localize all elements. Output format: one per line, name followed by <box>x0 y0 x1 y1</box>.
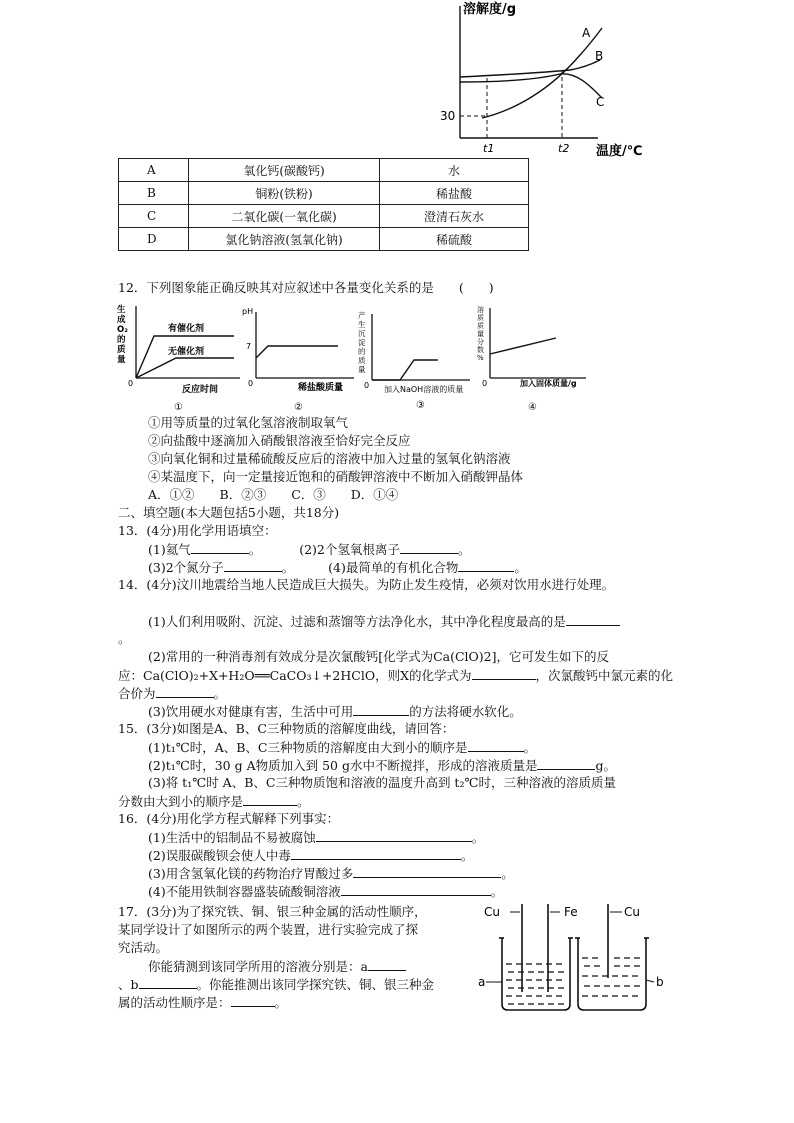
q14-p2a: (2)常用的一种消毒剂有效成分是次氯酸钙[化学式为Ca(ClO)2]，它可发生如下的反 <box>148 649 609 664</box>
q15-stem: 15．(3分)如图是A、B、C三种物质的溶解度曲线，请回答： <box>118 721 455 736</box>
ph-line <box>256 346 338 358</box>
curve-c-label: C <box>596 95 605 109</box>
y-tick-30: 30 <box>440 109 456 123</box>
q17-line-1: 17．(3分)为了探究铁、铜、银三种金属的活动性顺序， <box>118 904 427 919</box>
q13-row-1 <box>148 540 470 558</box>
answer-blank[interactable] <box>468 738 524 752</box>
answer-blank[interactable] <box>156 684 214 698</box>
q17-l6-end: 。 <box>274 995 288 1010</box>
answer-blank[interactable] <box>458 558 514 572</box>
solution-a <box>506 964 566 1004</box>
q14-row-2d <box>118 684 226 702</box>
q12-stem: 12．下列图象能正确反映其对应叙述中各量变化关系的是 ( ) <box>118 280 494 295</box>
answer-blank[interactable] <box>224 558 282 572</box>
option-key: C <box>119 205 189 228</box>
option-reagent: 稀硫酸 <box>380 228 529 251</box>
g3-number: ③ <box>416 400 425 411</box>
beaker-apparatus <box>474 898 674 1016</box>
q14-row-2b <box>118 666 673 684</box>
q13-row-2 <box>148 558 527 576</box>
q14-row-1 <box>148 612 620 630</box>
beaker-right <box>578 938 646 1010</box>
g3-ylabel: 产生沉淀的质量 <box>358 311 366 374</box>
q12-graph-1 <box>116 302 246 414</box>
q12-item-2: ②向盐酸中逐滴加入硝酸银溶液至恰好完全反应 <box>148 433 411 448</box>
t2-label: t2 <box>558 142 570 155</box>
q16-row-4 <box>148 882 503 900</box>
answer-blank[interactable] <box>537 756 595 770</box>
g2-ylabel: pH <box>242 307 254 316</box>
q12-item-4: ④某温度下，向一定量接近饱和的硝酸钾溶液中不断加入硝酸钾晶体 <box>148 469 524 484</box>
q14-stem: 14．(4分)汶川地震给当地人民造成巨大损失。为防止发生疫情，必须对饮用水进行处理。 <box>118 577 615 592</box>
q12-graph-4 <box>472 302 590 414</box>
g2-number: ② <box>294 402 303 413</box>
g4-origin: 0 <box>482 379 488 388</box>
q13-p3-end: 。 <box>281 560 295 575</box>
q15-row-3b <box>118 792 310 810</box>
q16-p1: (1)生活中的铝制品不易被腐蚀 <box>148 830 316 845</box>
solution-b-label: b <box>656 975 664 989</box>
g4-xlabel: 加入固体质量/g <box>520 379 577 388</box>
answer-blank[interactable] <box>566 612 620 626</box>
q17-row-4 <box>148 957 406 975</box>
q15-p1-end: 。 <box>523 740 537 755</box>
q17-l5a: 、b <box>118 977 139 992</box>
q16-p4: (4)不能用铁制容器盛装硫酸铜溶液 <box>148 884 341 899</box>
q16-row-2 <box>148 846 473 864</box>
g2-xlabel: 稀盐酸质量 <box>298 383 344 393</box>
option-substance: 氯化钠溶液(氢氧化钠) <box>189 228 380 251</box>
option-key: D <box>119 228 189 251</box>
q13-p4: (4)最简单的有机化合物 <box>328 560 459 575</box>
answer-blank[interactable] <box>368 957 406 971</box>
option-substance: 铜粉(铁粉) <box>189 182 380 205</box>
table-row <box>119 228 529 251</box>
t1-label: t1 <box>483 142 495 155</box>
curve-c <box>460 74 602 98</box>
q13-stem: 13．(4分)用化学用语填空： <box>118 523 277 538</box>
q13-p2-end: 。 <box>457 542 471 557</box>
q17-row-6 <box>118 993 287 1011</box>
q12-item-1: ①用等质量的过氧化氢溶液制取氧气 <box>148 415 349 430</box>
solution-b <box>582 958 642 996</box>
answer-blank[interactable] <box>472 666 536 680</box>
answer-blank[interactable] <box>400 540 458 554</box>
x-axis-label: 温度/℃ <box>596 144 643 159</box>
table-row <box>119 205 529 228</box>
solution-a-label: a <box>478 975 486 989</box>
q13-p1-end: 。 <box>248 542 262 557</box>
q14-p2b: 应：Ca(ClO)₂+X+H₂O══CaCO₃↓+2HClO，则X的化学式为 <box>118 668 472 683</box>
q14-p2d: 合价为 <box>118 686 156 701</box>
option-substance: 二氧化碳(一氧化碳) <box>189 205 380 228</box>
q15-p2: (2)t₁℃时，30 g A物质加入到 50 g水中不断搅拌，形成的溶液质量是 <box>148 758 538 773</box>
q14-row-3 <box>148 702 522 720</box>
g3-xlabel: 加入NaOH溶液的质量 <box>384 385 464 394</box>
label-leader <box>646 980 654 982</box>
answer-blank[interactable] <box>243 792 297 806</box>
answer-blank[interactable] <box>341 882 491 896</box>
q17-l6: 属的活动性顺序是： <box>118 995 231 1010</box>
g1-ylabel: 生成 O₂ 的质量 <box>117 305 128 365</box>
g2-origin: 0 <box>248 379 254 388</box>
answer-blank[interactable] <box>191 540 249 554</box>
q14-p3: (3)饮用硬水对健康有害，生活中可用 <box>148 704 354 719</box>
concentration-line <box>490 338 556 354</box>
cu-label-right: Cu <box>624 905 640 919</box>
option-reagent: 澄清石灰水 <box>380 205 529 228</box>
g1-origin: 0 <box>128 379 134 388</box>
answer-blank[interactable] <box>316 828 472 842</box>
curve-b <box>460 60 600 77</box>
q16-p1-end: 。 <box>471 830 485 845</box>
g4-number: ④ <box>528 402 537 413</box>
q16-p3-end: 。 <box>501 866 514 881</box>
g1-number: ① <box>174 402 183 413</box>
precipitate-line <box>372 360 438 380</box>
option-key: B <box>119 182 189 205</box>
q12-choices: A．①② B．②③ C．③ D．①④ <box>148 487 399 502</box>
no-catalyst-line <box>136 358 234 378</box>
answer-blank[interactable] <box>139 975 197 989</box>
q12-graph-3 <box>352 308 474 414</box>
option-substance: 氧化钙(碳酸钙) <box>189 159 380 182</box>
q17-line-2: 某同学设计了如图所示的两个装置，进行实验完成了探 <box>118 922 419 937</box>
g2-tick-7: 7 <box>246 342 252 351</box>
answer-blank[interactable] <box>353 864 501 878</box>
q15-p1: (1)t₁℃时，A、B、C三种物质的溶解度由大到小的顺序是 <box>148 740 468 755</box>
q15-p2-end: g。 <box>595 758 616 773</box>
beaker-left <box>502 938 570 1010</box>
option-reagent: 稀盐酸 <box>380 182 529 205</box>
q15-row-1 <box>148 738 536 756</box>
q16-p2: (2)误服碳酸钡会使人中毒 <box>148 848 291 863</box>
q13-p3: (3)2个氮分子 <box>148 560 224 575</box>
catalyst-line <box>136 336 234 378</box>
q16-row-1 <box>148 828 484 846</box>
g1-label-nocatalyst: 无催化剂 <box>168 347 205 357</box>
q14-p2-end: 。 <box>213 686 227 701</box>
q17-line-3: 究活动。 <box>118 940 169 955</box>
q17-l5b: 。你能推测出该同学探究铁、铜、银三种金 <box>196 977 435 992</box>
g1-label-catalyst: 有催化剂 <box>168 324 205 334</box>
solubility-curve-graph <box>430 0 660 160</box>
option-reagent: 水 <box>380 159 529 182</box>
section-2-heading: 二、填空题(本大题包括5小题，共18分) <box>118 505 340 520</box>
q14-p2c: ，次氯酸钙中氯元素的化 <box>535 668 674 683</box>
g3-origin: 0 <box>364 381 370 390</box>
g1-xlabel: 反应时间 <box>182 385 219 395</box>
q16-p2-end: 。 <box>460 848 474 863</box>
curve-a-label: A <box>582 26 591 40</box>
options-table <box>118 158 529 251</box>
answer-blank[interactable] <box>231 993 275 1007</box>
table-row <box>119 182 529 205</box>
q17-row-5 <box>118 975 434 993</box>
q15-p3a: (3)将 t₁℃时 A、B、C三种物质饱和溶液的温度升高到 t₂℃时，三种溶液的溶质质量 <box>148 775 616 790</box>
g4-ylabel: 溶质质量分数% <box>477 306 484 362</box>
q14-p3-end: 的方法将硬水软化。 <box>409 704 522 719</box>
answer-blank[interactable] <box>291 846 461 860</box>
q16-stem: 16．(4分)用化学方程式解释下列事实： <box>118 811 340 826</box>
answer-blank[interactable] <box>353 702 409 716</box>
q12-graph-2 <box>238 302 358 414</box>
q13-p1: (1)氦气 <box>148 542 191 557</box>
option-key: A <box>119 159 189 182</box>
q12-item-3: ③向氧化铜和过量稀硫酸反应后的溶液中加入过量的氢氧化钠溶液 <box>148 451 511 466</box>
q13-p2: (2)2个氢氧根离子 <box>299 542 400 557</box>
q15-p3b: 分数由大到小的顺序是 <box>118 794 244 809</box>
q16-row-3 <box>148 864 514 882</box>
table-row <box>119 159 529 182</box>
curve-b-label: B <box>595 49 604 63</box>
q17-l4: 你能猜测到该同学所用的溶液分别是：a <box>148 959 368 974</box>
q13-p4-end: 。 <box>514 560 527 575</box>
cu-label-left: Cu <box>484 905 500 919</box>
q14-p1-end: 。 <box>118 631 131 646</box>
q15-row-2 <box>148 756 616 774</box>
q16-p3: (3)用含氢氧化镁的药物治疗胃酸过多 <box>148 866 354 881</box>
q15-p3-end: 。 <box>297 794 310 809</box>
y-axis-label: 溶解度/g <box>463 2 517 17</box>
fe-label: Fe <box>564 905 578 919</box>
q14-p1: (1)人们利用吸附、沉淀、过滤和蒸馏等方法净化水，其中净化程度最高的是 <box>148 614 566 629</box>
curve-a <box>482 28 605 118</box>
q16-p4-end: 。 <box>490 884 504 899</box>
